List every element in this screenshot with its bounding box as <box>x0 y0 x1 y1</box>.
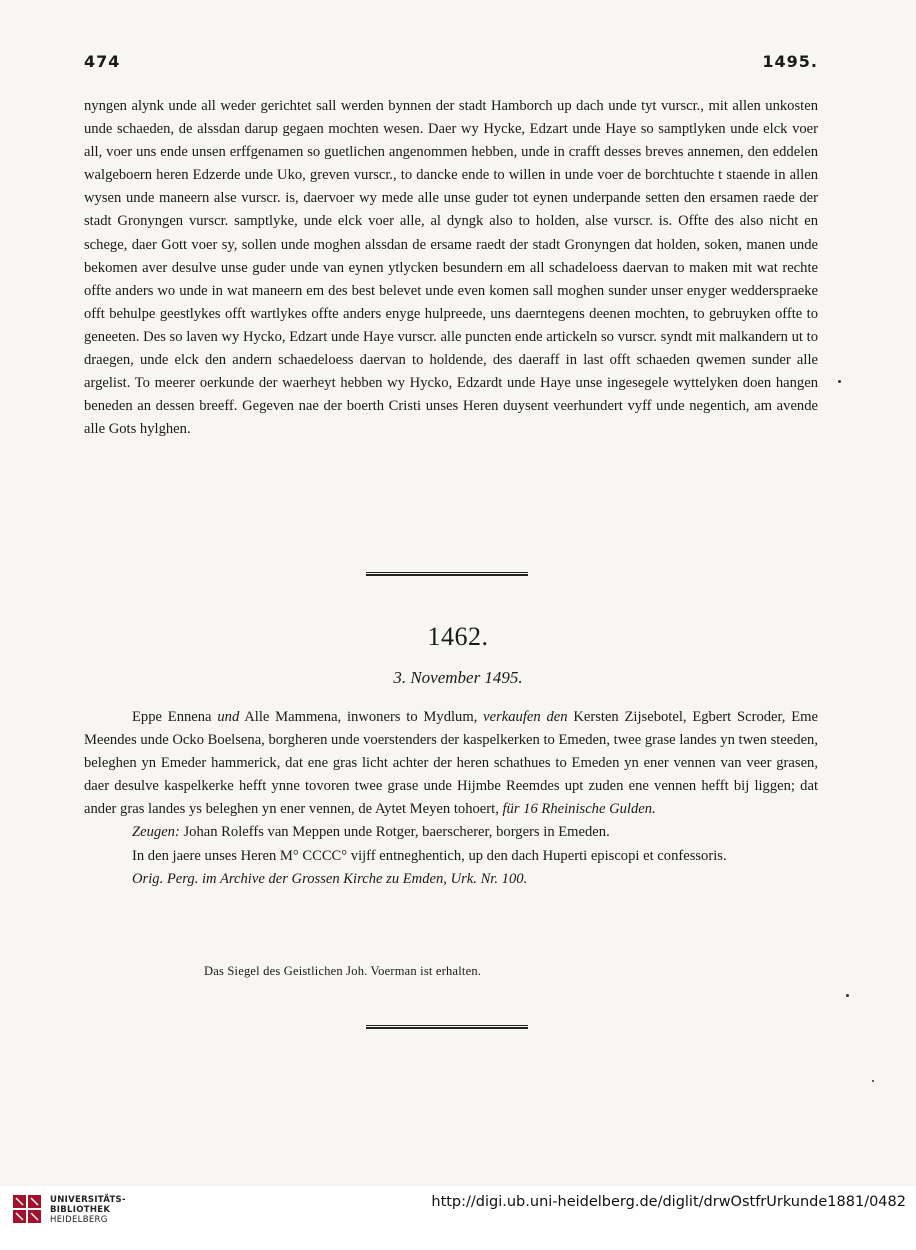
abstract-text: Alle Mammena, inwoners to Mydlum, <box>239 709 484 725</box>
section-divider <box>366 1025 528 1029</box>
page-number: 474 <box>84 52 121 71</box>
witnesses-paragraph <box>84 821 818 844</box>
source-note: Orig. Perg. im Archive der Grossen Kirche zu Emden, Urk. Nr. 100. <box>132 870 528 887</box>
library-name[interactable] <box>50 1195 126 1225</box>
dating-paragraph: In den jaere unses Heren M° CCCC° vijff entneghentich, up den dach Huperti episcopi et confessoris. <box>132 847 727 864</box>
section-divider <box>366 572 528 576</box>
library-name-line: BIBLIOTHEK <box>50 1205 111 1215</box>
abstract-text: Kersten Zijsebotel, Egbert Scroder, Eme Meendes unde Ocko Boelsena, borgheren unde voerstenders der kaspelkerken to Emeden, twee grase landes yn twen steeden, beleghen yn Emeder hammerick, dat ene gras licht achter der heren schathues to Emeden yn ener vennen van veer grasen, daer desulve kaspelkerke hefft ynne tovoren twee grase unde Hijmbe Reemdes upt zuden ene vennen hefft bij liggen; dat ander gras landes ys beleghen yn ener vennen, de Aytet Meyen tohoert, <box>84 709 818 818</box>
abstract-paragraph <box>84 706 818 821</box>
abstract-price: für 16 Rheinische Gulden. <box>502 801 656 818</box>
library-name-line: UNIVERSITÄTS- <box>50 1195 126 1205</box>
seal-note: Das Siegel des Geistlichen Joh. Voerman ist erhalten. <box>204 964 482 978</box>
library-name-line: HEIDELBERG <box>50 1215 108 1225</box>
document-abstract <box>84 706 818 891</box>
running-year: 1495. <box>762 52 818 71</box>
university-library-logo-icon[interactable] <box>12 1194 42 1224</box>
witnesses-label: Zeugen: <box>132 824 180 841</box>
abstract-italic-und: und <box>217 709 240 725</box>
page-header <box>84 52 818 76</box>
scan-speck <box>838 380 841 383</box>
library-footer <box>0 1186 916 1250</box>
abstract-italic-verb: verkaufen den <box>483 709 568 725</box>
abstract-text: Eppe Ennena <box>132 709 218 725</box>
document-number: 1462. <box>427 622 489 651</box>
continuation-text <box>84 95 818 441</box>
continuation-paragraph: nyngen alynk unde all weder gerichtet sall werden bynnen der stadt Hamborch up dach unde tyt vurscr., mit allen unkosten unde schaeden, de alssdan darup gegaen mochten wesen. Daer wy Hycke, Edzart unde Haye so samptlyken unde elck voer all, voer uns ende unsen erffgenamen so guetlichen angenommen hebben, unde in crafft desses breves annemen, den eddelen walgeboern heren Edzerde unde Uko, greven vurscr., to dancke ende to willen in unde voer de borchtuchte t staende in allen wysen unde maneern alse vurscr. is, daervoer wy mede alle unse guder tot eynen underpande setten den ersamen raede der stadt Gronyngen vurscr. samptlyke, unde elck voer alle, al dyngk also to holden, alse vurscr. is. Offte des also nicht en schege, daer Gott voer sy, sollen unde moghen alssdan de ersame raedt der stadt Gronyngen dat holden, soken, manen unde bekomen aver desulve unse guder unde van eynen ytlycken besundern em all schadeloess daervan to maken mit wat rechte offte anders wo unde in wat maneern em des best belevet unde even komen sall moghen sunder unser enyger wedderspraeke offt behulpe geestlykes offt wartlykes offte anders enyge hulpreede, uns daerntegens deenen mochten, to gebruyken offte to geneeten. Des so laven wy Hycko, Edzart unde Haye vurscr. alle puncten ende artickeln so vurscr. syndt mit malkandern ut to draegen, unde elck den andern schaedeloess daervan to holdende, des daeraff in last offt schaeden qwemen sunder alle argelist. To meerer oerkunde der waerheyt hebben wy Hycko, Edzardt unde Haye unse ingesegele wyttelyken doen hangen beneden an dessen breeff. Gegeven nae der boerth Cristi unses Heren duysent veerhundert vyff unde negentich, am avende alle Gots hylghen. <box>84 98 818 438</box>
document-date: 3. November 1495. <box>393 668 523 687</box>
witnesses-text: Johan Roleffs van Meppen unde Rotger, baerscherer, borgers in Emeden. <box>179 824 610 841</box>
scan-speck <box>846 994 849 997</box>
scan-speck <box>872 1080 874 1082</box>
permalink-url[interactable]: http://digi.ub.uni-heidelberg.de/diglit/drwOstfrUrkunde1881/0482 <box>431 1194 906 1210</box>
